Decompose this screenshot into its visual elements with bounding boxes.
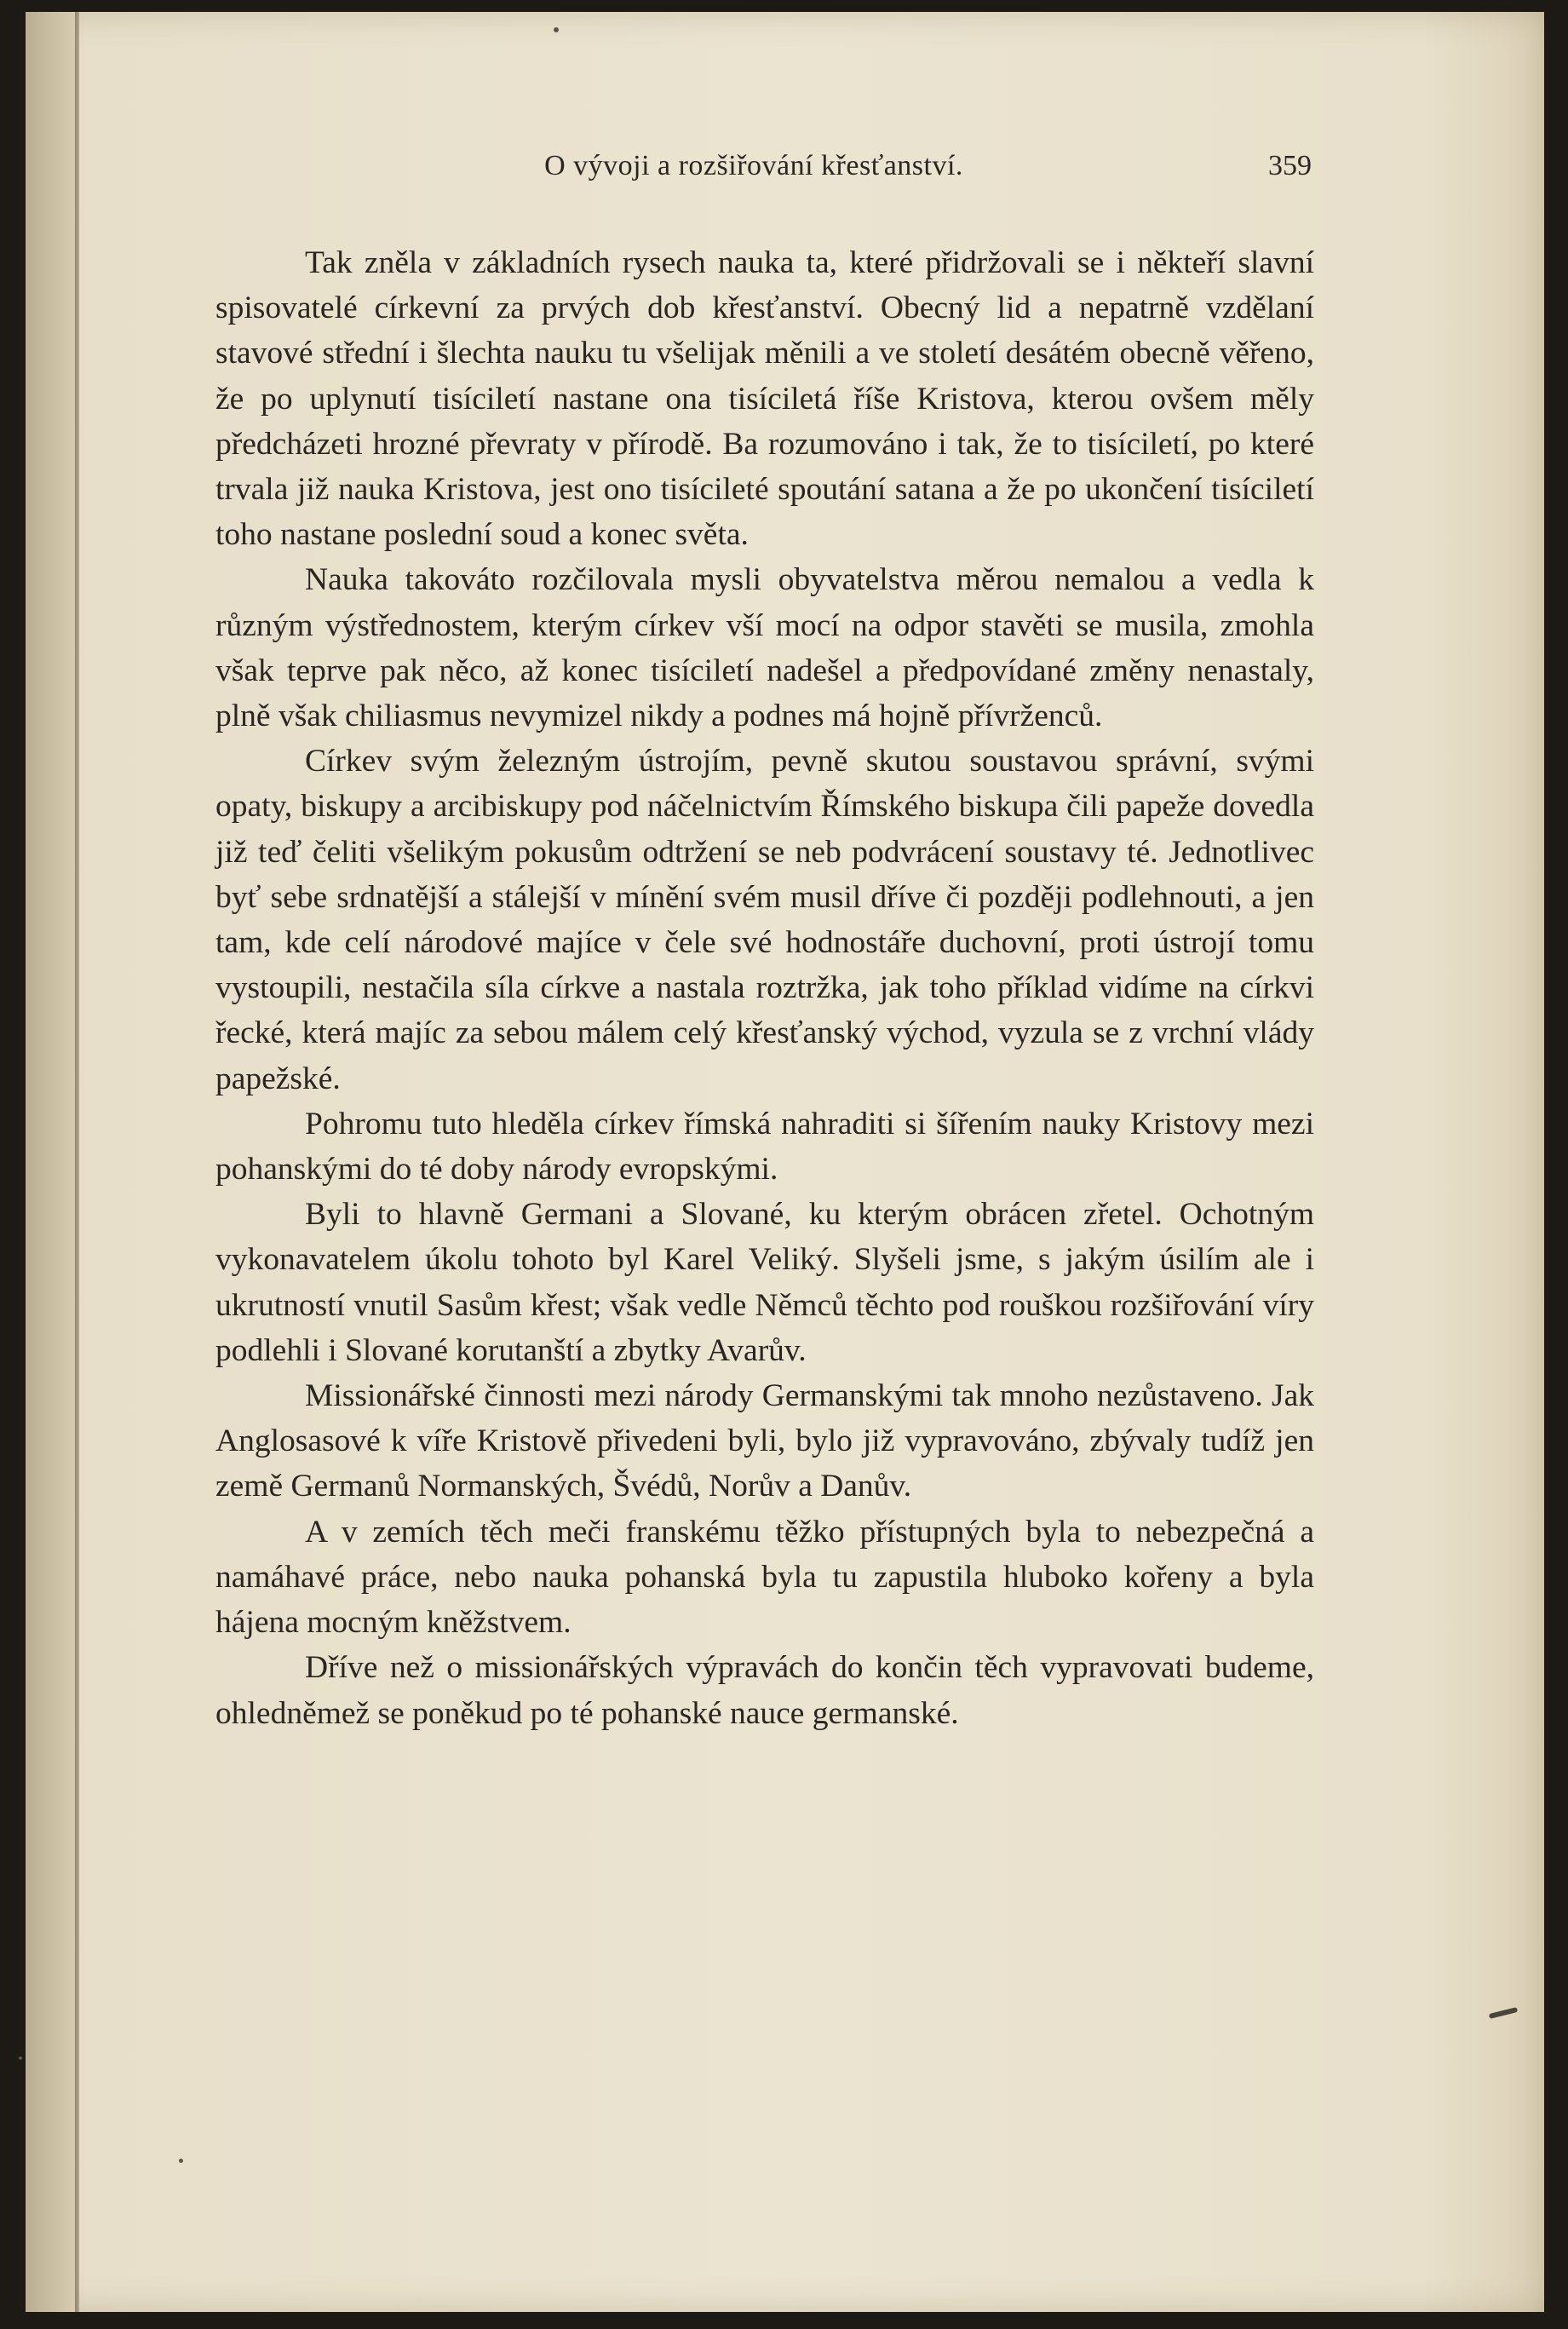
paragraph: Byli to hlavně Germani a Slované, ku kterým obrácen zřetel. Ochotným vykonavatelem úkolu tohoto byl Karel Veliký. Slyšeli jsme, s jakým úsilím ale i ukrutností vnutil Sasům křest; však vedle Němců těchto pod rouškou rozšiřování víry podlehli i Slované korutanští a zbytky Avarův.	[215, 1197, 1314, 1368]
page-gutter	[26, 12, 75, 2312]
ink-speck	[19, 2056, 22, 2060]
ink-speck	[179, 2159, 183, 2163]
paragraph: Pohromu tuto hleděla církev římská nahraditi si šířením nauky Kristovy mezi pohanskými do té doby národy evropskými.	[215, 1106, 1314, 1188]
page-header	[196, 150, 1312, 201]
paragraph: Tak zněla v základních rysech nauka ta, které přidržovali se i někteří slavní spisovatelé církevní za prvých dob křesťanství. Obecný lid a nepatrně vzdělaní stavové střední i šlechta nauku tu všelijak měnili a ve století desátém obecně věřeno, že po uplynutí tisíciletí nastane ona tisíciletá říše Kristova, kterou ovšem měly předcházeti hrozné převraty v přírodě. Ba rozumováno i tak, že to tisíciletí, po které trvala již nauka Kristova, jest ono tisícileté spoutání satana a že po ukončení tisíciletí toho nastane poslední soud a konec světa.	[215, 245, 1314, 553]
body-text	[215, 240, 1314, 1736]
paragraph: Missionářské činnosti mezi národy Germanskými tak mnoho nezůstaveno. Jak Anglosasové k víře Kristově přivedeni byli, bylo již vypravováno, zbývaly tudíž jen země Germanů Normanských, Švédů, Norův a Danův.	[215, 1378, 1314, 1504]
binding-line	[75, 12, 79, 2312]
paragraph: Církev svým železným ústrojím, pevně skutou soustavou správní, svými opaty, biskupy a arcibiskupy pod náčelnictvím Římského biskupa čili papeže dovedla již teď čeliti všelikým pokusům odtržení se neb podvrácení soustavy té. Jednotlivec byť sebe srdnatější a stálejší v mínění svém musil dříve či později podlehnouti, a jen tam, kde celí národové majíce v čele své hodnostáře duchovní, proti ústrojí tomu vystoupili, nestačila síla církve a nastala roztržka, jak toho příklad vidíme na církvi řecké, která majíc za sebou málem celý křesťanský východ, vyzula se z vrchní vlády papežské.	[215, 744, 1314, 1096]
page-number: 359	[1268, 150, 1312, 181]
ink-speck	[554, 27, 559, 32]
paragraph: A v zemích těch meči franskému těžko přístupných byla to nebezpečná a namáhavé práce, nebo nauka pohanská byla tu zapustila hluboko kořeny a byla hájena mocným kněžstvem.	[215, 1514, 1314, 1641]
running-title: O vývoji a rozšiřování křesťanství.	[544, 150, 963, 181]
paragraph: Nauka takováto rozčilovala mysli obyvatelstva měrou nemalou a vedla k různým výstřednostem, kterým církev vší mocí na odpor stavěti se musila, zmohla však teprve pak něco, až konec tisíciletí nadešel a předpovídané změny nenastaly, plně však chiliasmus nevymizel nikdy a podnes má hojně přívrženců.	[215, 562, 1314, 734]
paragraph: Dříve než o missionářských výpravách do končin těch vypravovati budeme, ohledněmež se poněkud po té pohanské nauce germanské.	[215, 1650, 1314, 1731]
pencil-mark	[1489, 2007, 1518, 2019]
book-page	[26, 12, 1544, 2312]
